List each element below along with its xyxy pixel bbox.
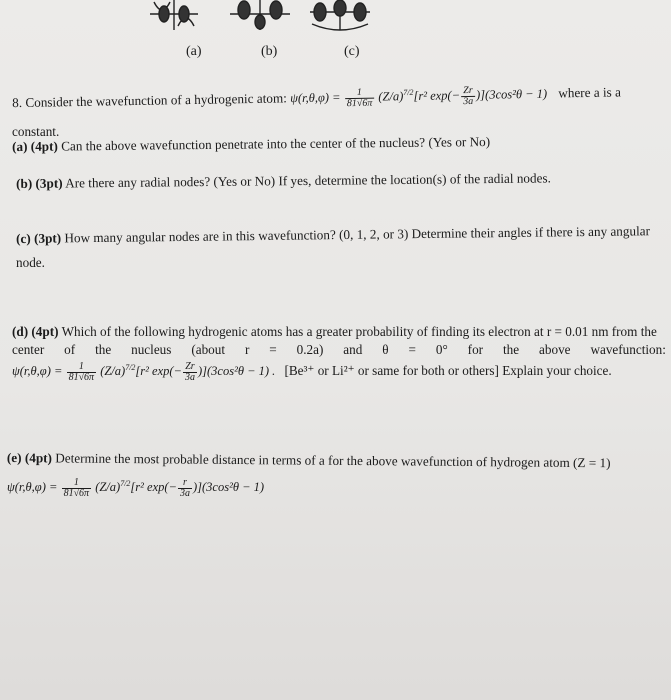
- question-a: [12, 134, 490, 155]
- d-word: the: [95, 342, 112, 357]
- question-8-intro: 8. Consider the wavefunction of a hydrogenic atom:: [12, 90, 287, 111]
- question-e-equation: [7, 476, 264, 499]
- question-d-text-1: Which of the following hydrogenic atoms has a greater probability of finding its electron at r = 0.01 nm from the: [61, 324, 657, 339]
- zr-denominator: 3a: [463, 95, 474, 107]
- zr-numerator: Zr: [183, 362, 197, 373]
- psi-lhs: ψ(r,θ,φ) =: [289, 90, 341, 106]
- d-word: =: [408, 342, 416, 357]
- d-word: of: [64, 342, 76, 357]
- question-d-line3: [12, 360, 612, 383]
- question-d-line2: [12, 342, 666, 358]
- d-word: wavefunction:: [590, 342, 666, 357]
- question-c-label: (c) (3pt): [16, 230, 62, 246]
- figure-label-b: (b): [261, 44, 278, 59]
- equation-tail: )](3cos²θ − 1): [192, 480, 265, 495]
- d-word: θ: [382, 342, 389, 357]
- d-word: (about: [191, 342, 226, 357]
- equation-tail: )](3cos²θ − 1) .: [197, 364, 276, 379]
- normalization-fraction: [345, 87, 375, 109]
- question-e-text: Determine the most probable distance in terms of a for the above wavefunction of hydrogen atom (Z = 1): [55, 450, 611, 471]
- d-word: and: [343, 342, 363, 357]
- fraction-numerator: 1: [67, 362, 97, 373]
- fraction-denominator: 81√6π: [68, 371, 95, 383]
- psi-lhs: ψ(r,θ,φ) =: [7, 480, 58, 495]
- fraction-denominator: 81√6π: [63, 487, 90, 499]
- exponent-7-2: 7/2: [403, 87, 414, 98]
- question-d-choice: [Be³⁺ or Li²⁺ or same for both or others] Explain your choice.: [284, 363, 612, 379]
- orbital-figure: [140, 0, 400, 64]
- question-a-text: Can the above wavefunction penetrate into the center of the nucleus? (Yes or No): [61, 133, 491, 154]
- question-b-label: (b) (3pt): [16, 175, 63, 191]
- fraction-denominator: 81√6π: [346, 97, 373, 109]
- question-b-text: Are there any radial nodes? (Yes or No) If yes, determine the location(s) of the radial nodes.: [65, 170, 551, 191]
- z-over-a: (Z/a): [100, 364, 126, 379]
- question-8-stem: [12, 81, 621, 114]
- zr-fraction: [461, 86, 475, 107]
- r-denominator: 3a: [179, 487, 190, 499]
- d-word: nucleus: [131, 342, 172, 357]
- zr-denominator: 3a: [184, 371, 195, 383]
- question-a-label: (a) (4pt): [12, 138, 58, 154]
- question-c-text-2: node.: [16, 255, 45, 270]
- question-c: [16, 223, 650, 247]
- wavefunction-equation: [289, 84, 550, 109]
- wavefunction-equation-e: [7, 476, 265, 499]
- exponent-7-2: 7/2: [125, 363, 136, 372]
- r-numerator: r: [178, 478, 192, 489]
- bracket-open: [r² exp(−: [413, 88, 461, 104]
- z-over-a: (Z/a): [95, 480, 121, 495]
- figure-label-a: (a): [186, 44, 202, 59]
- zr-numerator: Zr: [461, 86, 475, 97]
- normalization-fraction: [62, 478, 92, 499]
- fraction-numerator: 1: [62, 478, 92, 489]
- d-word: center: [12, 342, 45, 357]
- exponent-7-2: 7/2: [120, 479, 131, 488]
- question-b: [16, 170, 551, 192]
- bracket-open: [r² exp(−: [135, 364, 182, 379]
- question-c-text: How many angular nodes are in this wavefunction? (0, 1, 2, or 3) Determine their angles if there is any angular: [64, 223, 651, 246]
- d-word: r: [244, 342, 250, 357]
- d-word: 0.2a): [296, 342, 324, 357]
- d-word: =: [269, 342, 277, 357]
- d-word: the: [502, 342, 520, 357]
- z-over-a: (Z/a): [378, 89, 404, 104]
- question-d-label: (d) (4pt): [12, 324, 59, 339]
- constant-text: constant.: [12, 124, 60, 139]
- normalization-fraction: [67, 362, 97, 383]
- d-word: for: [467, 342, 484, 357]
- figure-label-c: (c): [344, 44, 360, 59]
- question-d-line1: [12, 324, 657, 340]
- bracket-open: [r² exp(−: [130, 480, 177, 495]
- zr-fraction: [183, 362, 197, 383]
- question-e: [7, 450, 611, 471]
- question-e-label: (e) (4pt): [6, 450, 53, 466]
- equation-tail: )](3cos²θ − 1): [475, 86, 548, 103]
- d-word: 0°: [435, 342, 448, 357]
- psi-lhs: ψ(r,θ,φ) =: [12, 364, 63, 379]
- d-word: above: [539, 342, 571, 357]
- wavefunction-equation-d: [12, 360, 278, 383]
- fraction-numerator: 1: [345, 87, 375, 99]
- where-text: where a is a: [558, 84, 621, 101]
- r-fraction: [178, 478, 192, 499]
